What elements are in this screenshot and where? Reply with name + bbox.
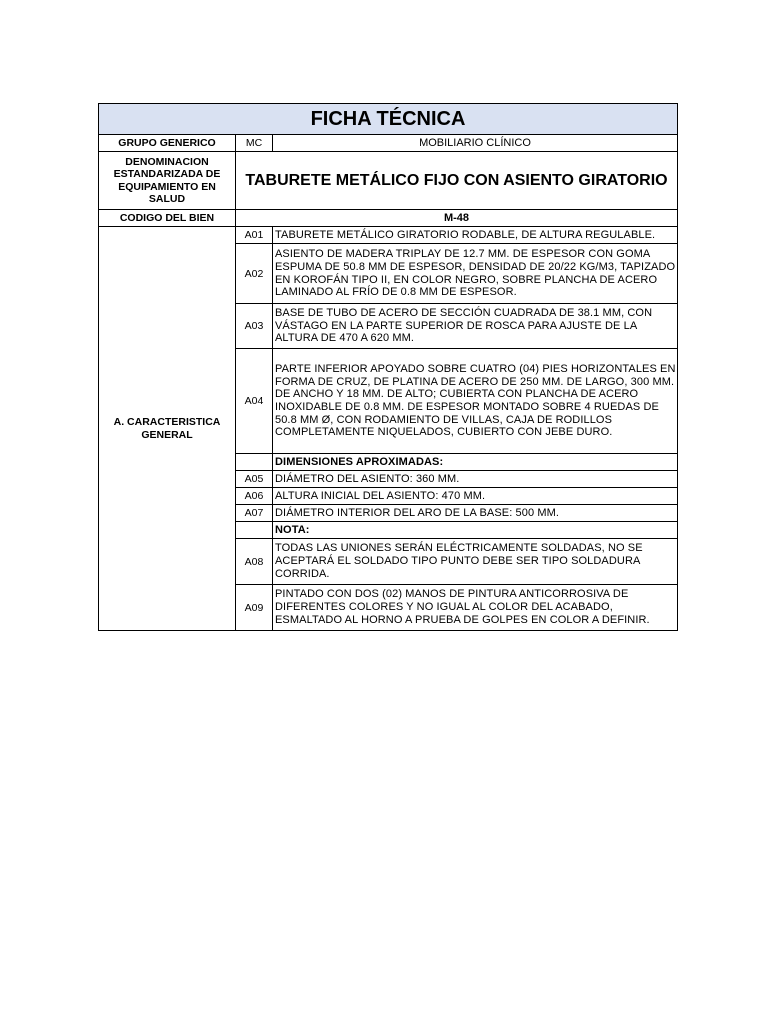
grupo-code: MC [236,135,273,152]
title-row [99,104,678,135]
row-code [236,454,273,471]
row-code: A06 [236,488,273,505]
table-row [99,227,678,244]
technical-sheet-table [98,103,678,631]
grupo-value: MOBILIARIO CLÍNICO [273,135,678,152]
row-code: A02 [236,244,273,304]
row-code: A07 [236,505,273,522]
codigo-value: M-48 [236,210,678,227]
row-text: PARTE INFERIOR APOYADO SOBRE CUATRO (04) PIES HORIZONTALES EN FORMA DE CRUZ, DE PLATINA DE ACERO DE 250 MM. DE LARGO, 300 MM. DE ANCHO Y 18 MM. DE ALTO; CUBIERTA CON PLANCHA DE ACERO INOXIDABLE DE 0.8 MM. DE ESPESOR MONTADO SOBRE 4 RUEDAS DE 50.8 MM Ø, CON RODAMIENTO DE VILLAS, CAJA DE RODILLOS COMPLETAMENTE NIQUELADOS, CUBIERTO CON JEBE DURO. [273,349,678,454]
codigo-label: CODIGO DEL BIEN [99,210,236,227]
row-text: ALTURA INICIAL DEL ASIENTO: 470 MM. [273,488,678,505]
row-text: DIMENSIONES APROXIMADAS: [273,454,678,471]
row-code: A05 [236,471,273,488]
row-text: TODAS LAS UNIONES SERÁN ELÉCTRICAMENTE SOLDADAS, NO SE ACEPTARÁ EL SOLDADO TIPO PUNTO DEBE SER TIPO SOLDADURA CORRIDA. [273,539,678,585]
codigo-row [99,210,678,227]
row-code [236,522,273,539]
sheet-title: FICHA TÉCNICA [99,104,678,135]
row-text: DIÁMETRO INTERIOR DEL ARO DE LA BASE: 500 MM. [273,505,678,522]
row-code: A09 [236,585,273,631]
row-text: NOTA: [273,522,678,539]
section-label: A. CARACTERISTICA GENERAL [99,227,236,631]
grupo-label: GRUPO GENERICO [99,135,236,152]
grupo-row [99,135,678,152]
row-code: A08 [236,539,273,585]
denominacion-row [99,152,678,210]
row-code: A04 [236,349,273,454]
denominacion-label: DENOMINACION ESTANDARIZADA DE EQUIPAMIENTO EN SALUD [99,152,236,210]
row-text: ASIENTO DE MADERA TRIPLAY DE 12.7 MM. DE ESPESOR CON GOMA ESPUMA DE 50.8 MM DE ESPESOR, DENSIDAD DE 20/22 KG/M3, TAPIZADO EN KOROFÁN TIPO II, EN COLOR NEGRO, SOBRE PLANCHA DE ACERO LAMINADO AL FRÍO DE 0.8 MM DE ESPESOR. [273,244,678,304]
row-code: A01 [236,227,273,244]
denominacion-value: TABURETE METÁLICO FIJO CON ASIENTO GIRATORIO [236,152,678,210]
row-text: BASE DE TUBO DE ACERO DE SECCIÓN CUADRADA DE 38.1 MM, CON VÁSTAGO EN LA PARTE SUPERIOR DE ROSCA PARA AJUSTE DE LA ALTURA DE 470 A 620 MM. [273,304,678,349]
row-text: DIÁMETRO DEL ASIENTO: 360 MM. [273,471,678,488]
row-code: A03 [236,304,273,349]
row-text: PINTADO CON DOS (02) MANOS DE PINTURA ANTICORROSIVA DE DIFERENTES COLORES Y NO IGUAL AL COLOR DEL ACABADO, ESMALTADO AL HORNO A PRUEBA DE GOLPES EN COLOR A DEFINIR. [273,585,678,631]
row-text: TABURETE METÁLICO GIRATORIO RODABLE, DE ALTURA REGULABLE. [273,227,678,244]
